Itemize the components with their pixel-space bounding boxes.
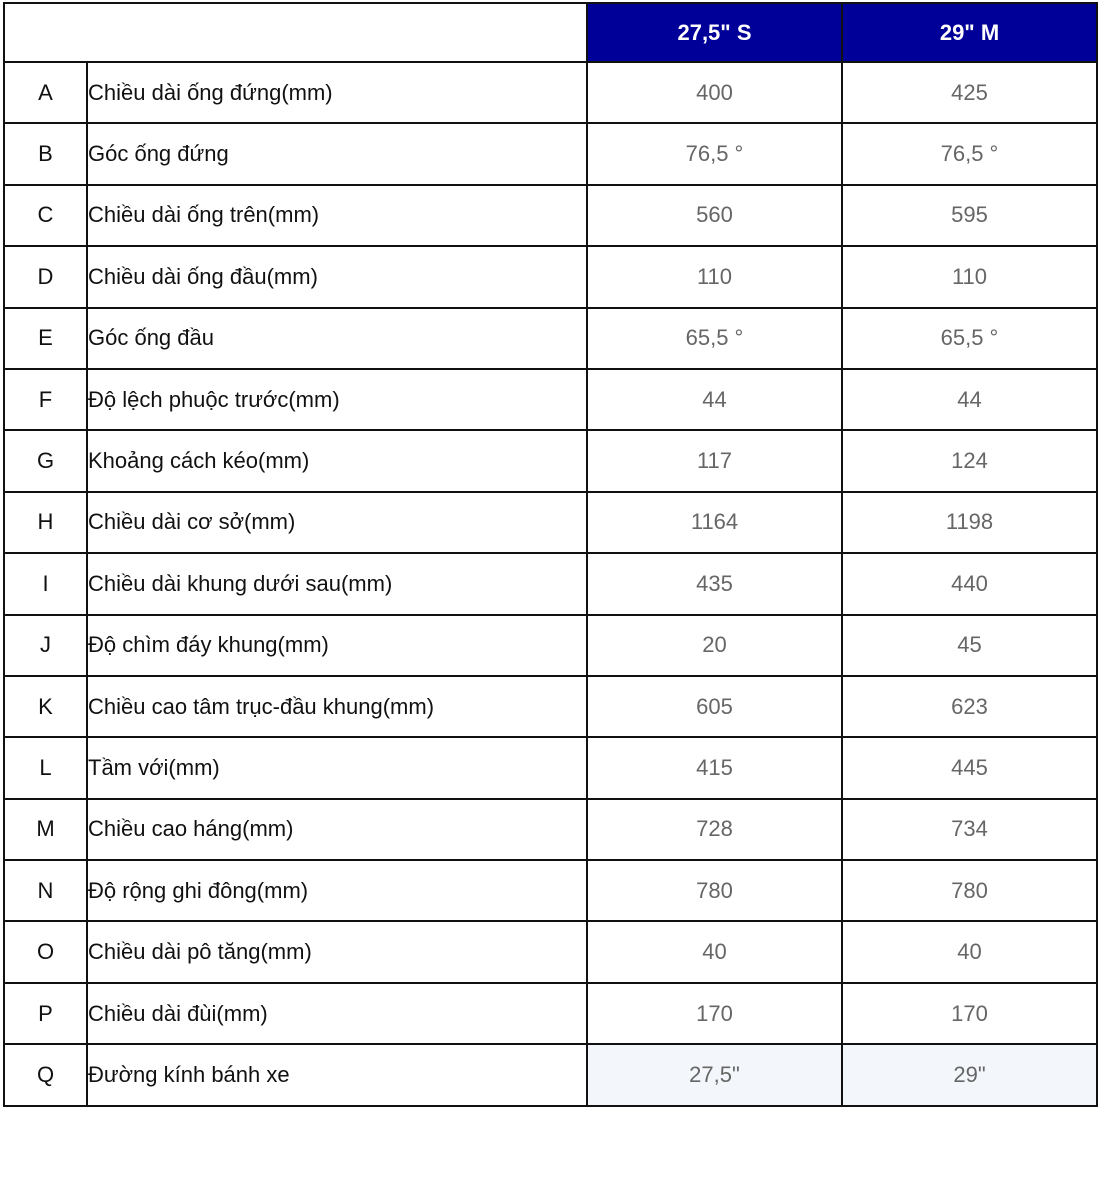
value-size-s: 65,5 ° <box>587 308 842 369</box>
table-row <box>4 492 1097 553</box>
table-row <box>4 676 1097 737</box>
value-size-s: 605 <box>587 676 842 737</box>
value-size-s: 415 <box>587 737 842 798</box>
table-row <box>4 308 1097 369</box>
value-size-m: 623 <box>842 676 1097 737</box>
value-size-s: 435 <box>587 553 842 614</box>
value-size-m: 595 <box>842 185 1097 246</box>
value-size-m: 45 <box>842 615 1097 676</box>
row-code: O <box>4 921 87 982</box>
value-size-s: 400 <box>587 62 842 123</box>
value-size-s: 117 <box>587 430 842 491</box>
row-code: B <box>4 123 87 184</box>
value-size-m: 40 <box>842 921 1097 982</box>
value-size-s: 44 <box>587 369 842 430</box>
geometry-table <box>3 2 1098 1107</box>
header-blank-cell <box>4 3 587 62</box>
row-code: J <box>4 615 87 676</box>
row-label: Chiều dài cơ sở(mm) <box>87 492 587 553</box>
value-size-m: 110 <box>842 246 1097 307</box>
table-row <box>4 921 1097 982</box>
table-row <box>4 615 1097 676</box>
table-row <box>4 1044 1097 1105</box>
table-row <box>4 799 1097 860</box>
row-code: P <box>4 983 87 1044</box>
value-size-m: 734 <box>842 799 1097 860</box>
row-label: Chiều dài ống trên(mm) <box>87 185 587 246</box>
table-row <box>4 983 1097 1044</box>
value-size-s: 780 <box>587 860 842 921</box>
value-size-s: 110 <box>587 246 842 307</box>
row-code: I <box>4 553 87 614</box>
row-label: Chiều dài ống đứng(mm) <box>87 62 587 123</box>
row-label: Chiều cao tâm trục-đầu khung(mm) <box>87 676 587 737</box>
value-size-s: 40 <box>587 921 842 982</box>
value-size-s: 170 <box>587 983 842 1044</box>
row-code: K <box>4 676 87 737</box>
row-label: Chiều dài ống đầu(mm) <box>87 246 587 307</box>
row-label: Độ chìm đáy khung(mm) <box>87 615 587 676</box>
value-size-m: 65,5 ° <box>842 308 1097 369</box>
row-code: H <box>4 492 87 553</box>
row-code: Q <box>4 1044 87 1105</box>
row-label: Khoảng cách kéo(mm) <box>87 430 587 491</box>
row-label: Độ lệch phuộc trước(mm) <box>87 369 587 430</box>
row-label: Tầm với(mm) <box>87 737 587 798</box>
table-row <box>4 369 1097 430</box>
row-label: Đường kính bánh xe <box>87 1044 587 1105</box>
column-header-size-s: 27,5" S <box>587 3 842 62</box>
value-size-m: 1198 <box>842 492 1097 553</box>
table-row <box>4 246 1097 307</box>
row-label: Chiều dài đùi(mm) <box>87 983 587 1044</box>
row-code: N <box>4 860 87 921</box>
value-size-s: 76,5 ° <box>587 123 842 184</box>
value-size-s: 27,5" <box>587 1044 842 1105</box>
value-size-s: 560 <box>587 185 842 246</box>
value-size-m: 44 <box>842 369 1097 430</box>
row-code: E <box>4 308 87 369</box>
value-size-s: 1164 <box>587 492 842 553</box>
table-row <box>4 62 1097 123</box>
table-row <box>4 430 1097 491</box>
value-size-m: 29" <box>842 1044 1097 1105</box>
row-code: M <box>4 799 87 860</box>
value-size-m: 170 <box>842 983 1097 1044</box>
header-row <box>4 3 1097 62</box>
row-code: L <box>4 737 87 798</box>
column-header-size-m: 29" M <box>842 3 1097 62</box>
row-label: Độ rộng ghi đông(mm) <box>87 860 587 921</box>
value-size-m: 440 <box>842 553 1097 614</box>
table-row <box>4 123 1097 184</box>
value-size-m: 76,5 ° <box>842 123 1097 184</box>
table-row <box>4 185 1097 246</box>
value-size-m: 425 <box>842 62 1097 123</box>
value-size-m: 124 <box>842 430 1097 491</box>
value-size-m: 780 <box>842 860 1097 921</box>
row-code: G <box>4 430 87 491</box>
row-code: C <box>4 185 87 246</box>
row-code: F <box>4 369 87 430</box>
row-label: Góc ống đầu <box>87 308 587 369</box>
row-code: A <box>4 62 87 123</box>
table-row <box>4 553 1097 614</box>
row-label: Chiều dài khung dưới sau(mm) <box>87 553 587 614</box>
value-size-m: 445 <box>842 737 1097 798</box>
table-row <box>4 737 1097 798</box>
value-size-s: 20 <box>587 615 842 676</box>
value-size-s: 728 <box>587 799 842 860</box>
row-label: Góc ống đứng <box>87 123 587 184</box>
row-label: Chiều cao háng(mm) <box>87 799 587 860</box>
row-label: Chiều dài pô tăng(mm) <box>87 921 587 982</box>
table-row <box>4 860 1097 921</box>
row-code: D <box>4 246 87 307</box>
